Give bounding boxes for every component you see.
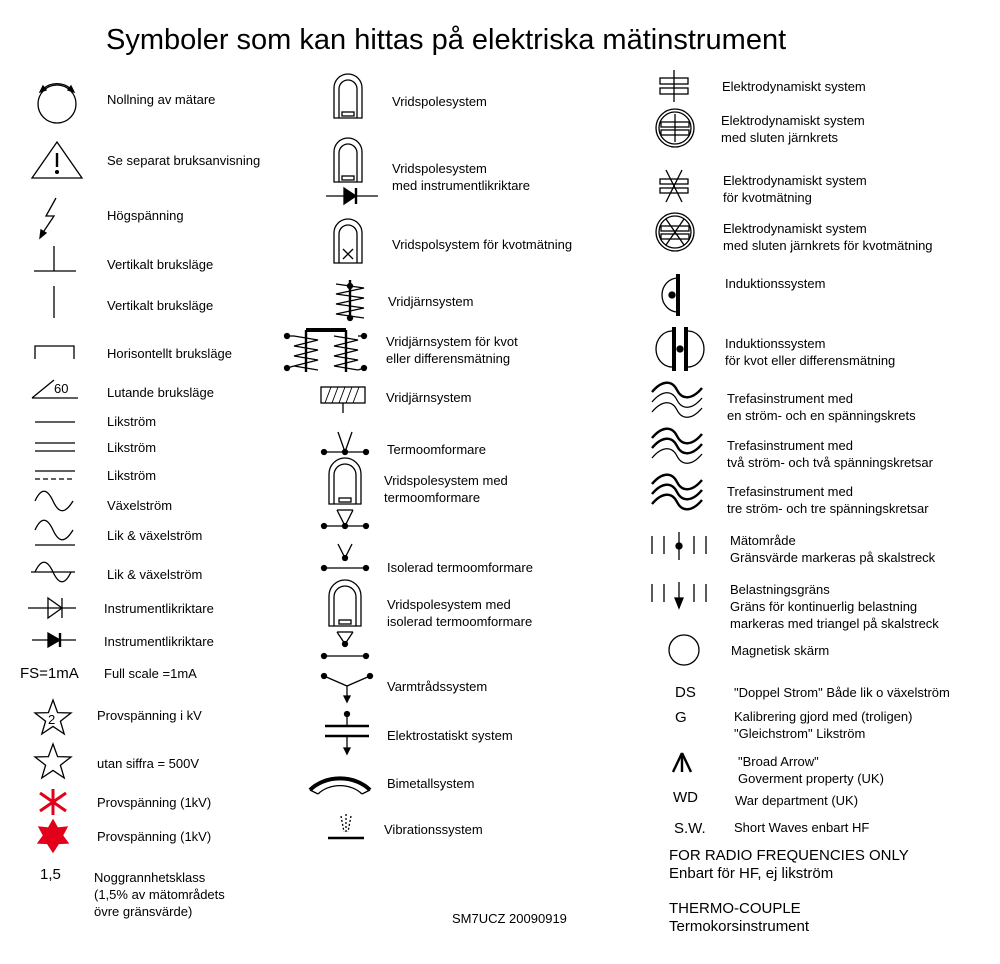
load-limit-icon [648, 580, 712, 612]
acdc-icon [33, 520, 77, 548]
electrodynamic-icon [658, 68, 690, 104]
g-symbol: G [675, 709, 687, 726]
ed-ratio-label [723, 172, 867, 206]
load-limit-line-2: Gräns för kontinuerlig belastning [730, 599, 918, 614]
ac-icon [33, 490, 77, 512]
moving-coil-rectifier-icon [324, 136, 380, 208]
moving-iron-hatched-icon [318, 383, 368, 415]
hot-wire-label: Varmtrådssystem [387, 679, 488, 694]
electrostatic-icon [322, 708, 372, 760]
rf-label [669, 847, 909, 883]
mc-thermo-label [384, 472, 508, 506]
load-limit-line-3: markeras med triangel på skalstreck [730, 616, 939, 631]
credit: SM7UCZ 20090919 [452, 911, 567, 926]
vibration-label: Vibrationssystem [384, 822, 483, 837]
class-symbol: 1,5 [40, 866, 61, 883]
broad-arrow-icon [668, 750, 696, 774]
inclined-label: Lutande bruksläge [107, 385, 214, 400]
dc3-label: Likström [107, 468, 157, 483]
iso-thermo-label: Isolerad termoomformare [387, 560, 533, 575]
warning-triangle-icon [30, 140, 84, 180]
mc-iso-thermo-label [387, 596, 532, 630]
dc1-label: Likström [107, 414, 157, 429]
g-line-2: "Gleichstrom" Likström [734, 726, 866, 741]
high-voltage-label: Högspänning [107, 208, 184, 223]
rectifier-icon [26, 594, 78, 622]
three-phase-1-line-1: Trefasinstrument med [727, 391, 853, 406]
induction-ratio-line-2: för kvot eller differensmätning [725, 353, 896, 368]
fs-symbol: FS=1mA [20, 665, 79, 682]
sw-label: Short Waves enbart HF [734, 820, 870, 835]
broad-arrow-label [738, 753, 884, 787]
three-phase-1-label [727, 390, 916, 424]
mc-rect-line-2: med instrumentlikriktare [392, 178, 530, 193]
manual-label: Se separat bruksanvisning [107, 153, 261, 168]
vertical1-label: Vertikalt bruksläge [107, 257, 214, 272]
dc-icon [33, 414, 77, 426]
mc-iso-thermo-line-1: Vridspolesystem med [387, 597, 511, 612]
wd-symbol: WD [673, 789, 698, 806]
rectifier-filled-icon [30, 628, 78, 652]
red-star-lines-icon [36, 787, 70, 817]
three-phase-3-line-1: Trefasinstrument med [727, 484, 853, 499]
magnetic-label: Magnetisk skärm [731, 643, 830, 658]
g-label [734, 708, 912, 742]
mi-ratio-line-2: eller differensmätning [386, 351, 511, 366]
mi2-label: Vridjärnsystem [386, 390, 472, 405]
three-phase-2-icon [648, 428, 706, 468]
thermo-label: Termoomformare [387, 442, 486, 457]
acdc2-label: Lik & växelström [107, 567, 203, 582]
induction-ratio-line-1: Induktionssystem [725, 336, 826, 351]
bimetal-icon [306, 764, 374, 800]
rect2-label: Instrumentlikriktare [104, 634, 214, 649]
electrodynamic-iron-ratio-icon [654, 211, 696, 253]
dc-double-icon [33, 438, 77, 456]
mc-thermo-line-1: Vridspolesystem med [384, 473, 508, 488]
isolated-thermocouple-icon [320, 542, 370, 576]
three-phase-2-line-2: två ström- och två spänningskretsar [727, 455, 933, 470]
acdc1-label: Lik & växelström [107, 528, 203, 543]
three-phase-3-line-2: tre ström- och tre spänningskretsar [727, 501, 929, 516]
rect1-label: Instrumentlikriktare [104, 601, 214, 616]
three-phase-2-label [727, 437, 933, 471]
range-mark-icon [648, 530, 712, 562]
induction-ratio-icon [660, 325, 700, 373]
broad-arrow-line-2: Goverment property (UK) [738, 771, 884, 786]
ed-label: Elektrodynamiskt system [722, 79, 866, 94]
thermocouple-icon [320, 426, 370, 460]
mi-ratio-label [386, 333, 518, 367]
rf-line-1: FOR RADIO FREQUENCIES ONLY [669, 847, 909, 864]
class-line-2: (1,5% av mätområdets [94, 887, 225, 902]
vertical2-label: Vertikalt bruksläge [107, 298, 214, 313]
star-number-icon [33, 698, 73, 736]
tc-label [669, 900, 809, 936]
three-phase-2-line-1: Trefasinstrument med [727, 438, 853, 453]
class-line-3: övre gränsvärde) [94, 904, 193, 919]
moving-coil-thermo-icon [320, 458, 370, 536]
electrodynamic-ratio-icon [658, 167, 690, 205]
three-phase-1-line-2: en ström- och en spänningskrets [727, 408, 916, 423]
moving-iron-icon [330, 278, 370, 322]
red-star-filled-icon [34, 818, 72, 854]
electrostatic-label: Elektrostatiskt system [387, 728, 513, 743]
bimetal-label: Bimetallsystem [387, 776, 475, 791]
vertical-line-icon [50, 284, 60, 320]
test-kv-label: Provspänning i kV [97, 708, 202, 723]
g-line-1: Kalibrering gjord med (troligen) [734, 709, 913, 724]
class-label [94, 869, 225, 920]
mc-rect-label [392, 160, 530, 194]
tc-line-2: Termokorsinstrument [669, 918, 810, 935]
magnetic-shield-icon [666, 632, 702, 668]
horizontal-label: Horisontellt bruksläge [107, 346, 233, 361]
ed-iron-line-2: med sluten järnkrets [721, 130, 839, 145]
vibration-icon [326, 808, 366, 844]
ed-iron-ratio-line-2: med sluten järnkrets för kvotmätning [723, 238, 933, 253]
ds-symbol: DS [675, 684, 696, 701]
range-line-1: Mätområde [730, 533, 796, 548]
ed-ratio-line-1: Elektrodynamiskt system [723, 173, 867, 188]
induction-label: Induktionssystem [725, 276, 826, 291]
moving-coil-icon [330, 70, 366, 122]
mi-ratio-line-1: Vridjärnsystem för kvot [386, 334, 518, 349]
mc-ratio-label: Vridspolsystem för kvotmätning [392, 237, 573, 252]
ed-iron-line-1: Elektrodynamiskt system [721, 113, 865, 128]
ds-label: "Doppel Strom" Både lik o växelström [734, 685, 950, 700]
star-number: 2 [48, 712, 56, 727]
mc-rect-line-1: Vridspolesystem [392, 161, 487, 176]
zeroing-icon [34, 80, 82, 128]
vertical-position-icon [32, 244, 80, 274]
dc-dashed-icon [33, 466, 77, 484]
page-title: Symboler som kan hittas på elektriska mätinstrument [106, 24, 787, 56]
moving-coil-ratio-icon [330, 215, 366, 267]
load-limit-label [730, 581, 939, 632]
ed-iron-ratio-label [723, 220, 933, 254]
horizontal-position-icon [33, 343, 77, 363]
range-label [730, 532, 935, 566]
wd-label: War department (UK) [735, 793, 859, 808]
ed-iron-label [721, 112, 865, 146]
mc-iso-thermo-line-2: isolerad termoomformare [387, 614, 533, 629]
electrodynamic-iron-icon [654, 107, 696, 149]
moving-iron-ratio-icon [282, 326, 368, 376]
rf-line-2: Enbart för HF, ej likström [669, 865, 834, 882]
broad-arrow-line-1: "Broad Arrow" [738, 754, 819, 769]
zeroing-label: Nollning av mätare [107, 92, 216, 107]
ac-label: Växelström [107, 498, 173, 513]
ed-iron-ratio-line-1: Elektrodynamiskt system [723, 221, 867, 236]
three-phase-3-label [727, 483, 929, 517]
tc-line-1: THERMO-COUPLE [669, 900, 801, 917]
three-phase-1-icon [648, 380, 706, 420]
star-empty-icon [33, 742, 73, 780]
test-500-label: utan siffra = 500V [97, 756, 200, 771]
induction-icon [660, 272, 694, 318]
dc2-label: Likström [107, 440, 157, 455]
ed-ratio-line-2: för kvotmätning [723, 190, 812, 205]
fs-label: Full scale =1mA [104, 666, 197, 681]
range-line-2: Gränsvärde markeras på skalstreck [730, 550, 936, 565]
acdc-crossed-icon [29, 560, 77, 584]
load-limit-line-1: Belastningsgräns [730, 582, 830, 597]
sw-symbol: S.W. [674, 820, 706, 837]
mc-thermo-line-2: termoomformare [384, 490, 481, 505]
inclined-angle: 60 [54, 381, 69, 396]
lightning-icon [34, 196, 64, 240]
test-1kv-a-label: Provspänning (1kV) [97, 795, 212, 810]
moving-coil-isolated-thermo-icon [320, 580, 370, 662]
three-phase-3-icon [648, 474, 706, 514]
class-line-1: Noggrannhetsklass [94, 870, 206, 885]
mc-label: Vridspolesystem [392, 94, 487, 109]
mi-label: Vridjärnsystem [388, 294, 474, 309]
hot-wire-icon [320, 668, 374, 704]
induction-ratio-label [725, 335, 895, 369]
test-1kv-b-label: Provspänning (1kV) [97, 829, 212, 844]
